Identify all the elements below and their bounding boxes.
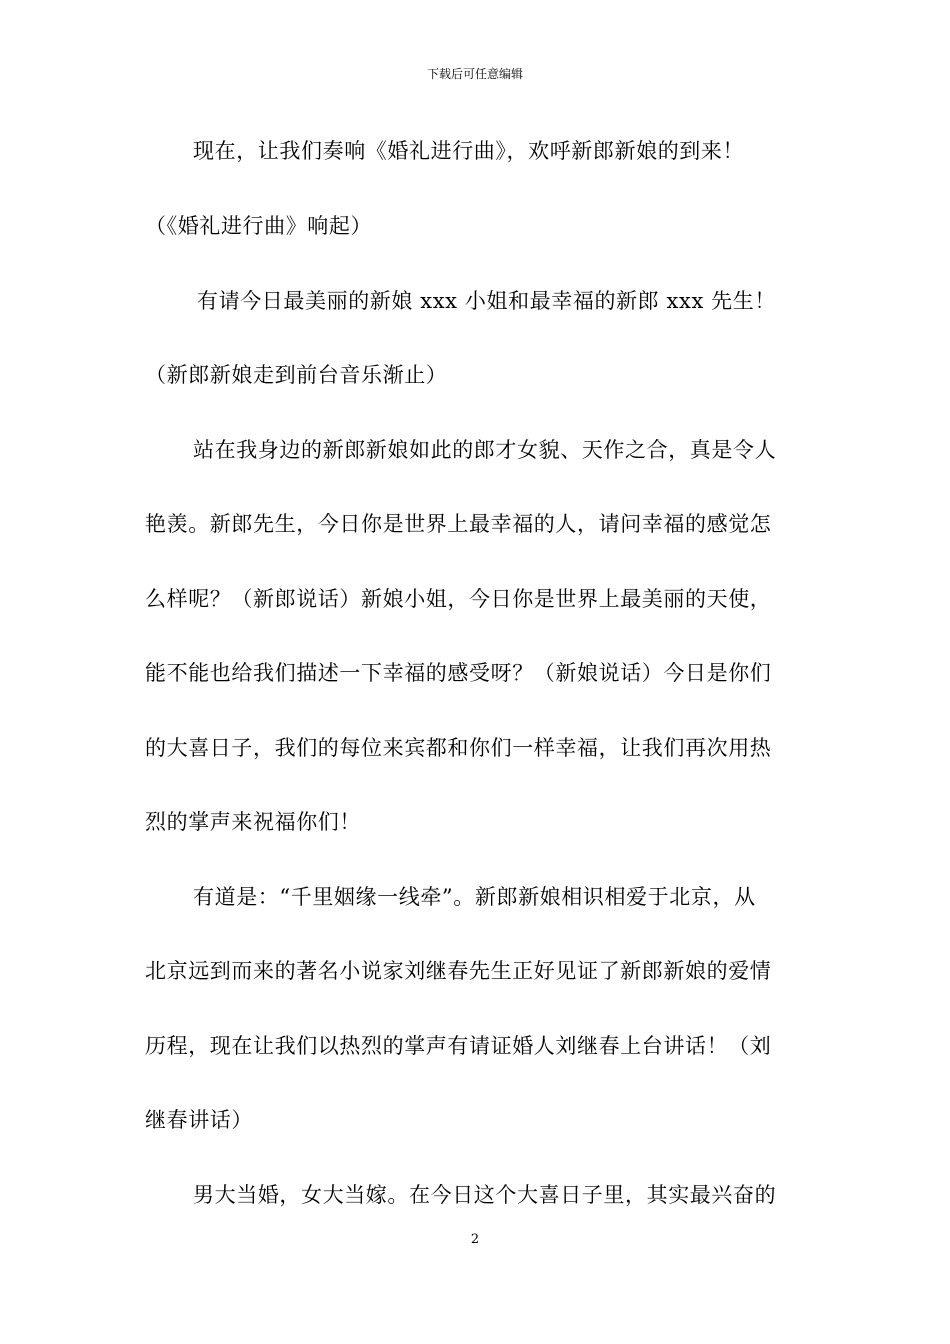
page-number: 2 — [470, 1232, 480, 1247]
body-line: 艳羡。新郎先生，今日你是世界上最幸福的人，请问幸福的感觉怎 — [145, 512, 772, 536]
body-line: 有道是：“千里姻缘一线牵”。新郎新娘相识相爱于北京，从 — [193, 885, 756, 909]
body-line: 烈的掌声来祝福你们！ — [145, 810, 361, 834]
body-line: 现在，让我们奏响《婚礼进行曲》，欢呼新郎新娘的到来！ — [193, 139, 745, 163]
body-line: 历程，现在让我们以热烈的掌声有请证婚人刘继春上台讲话！（刘 — [145, 1034, 772, 1058]
body-line: 能不能也给我们描述一下幸福的感受呀？（新娘说话）今日是你们 — [145, 661, 772, 685]
body-line: 北京远到而来的著名小说家刘继春先生正好见证了新郎新娘的爱情 — [145, 959, 772, 983]
body-line: 继春讲话） — [145, 1108, 253, 1132]
body-line: 么样呢？（新郎说话）新娘小姐，今日你是世界上最美丽的天使， — [145, 587, 772, 611]
body-line: 站在我身边的新郎新娘如此的郎才女貌、天作之合，真是令人 — [193, 438, 777, 462]
header-note: 下载后可任意编辑 — [426, 67, 523, 81]
body-line: 男大当婚，女大当嫁。在今日这个大喜日子里，其实最兴奋的 — [193, 1183, 777, 1207]
body-line: （新郎新娘走到前台音乐渐止） — [145, 363, 448, 387]
body-line: （《婚礼进行曲》响起） — [145, 214, 373, 238]
body-line: 有请今日最美丽的新娘 xxx 小姐和最幸福的新郎 xxx 先生！ — [197, 289, 776, 313]
body-line: 的大喜日子，我们的每位来宾都和你们一样幸福，让我们再次用热 — [145, 736, 772, 760]
